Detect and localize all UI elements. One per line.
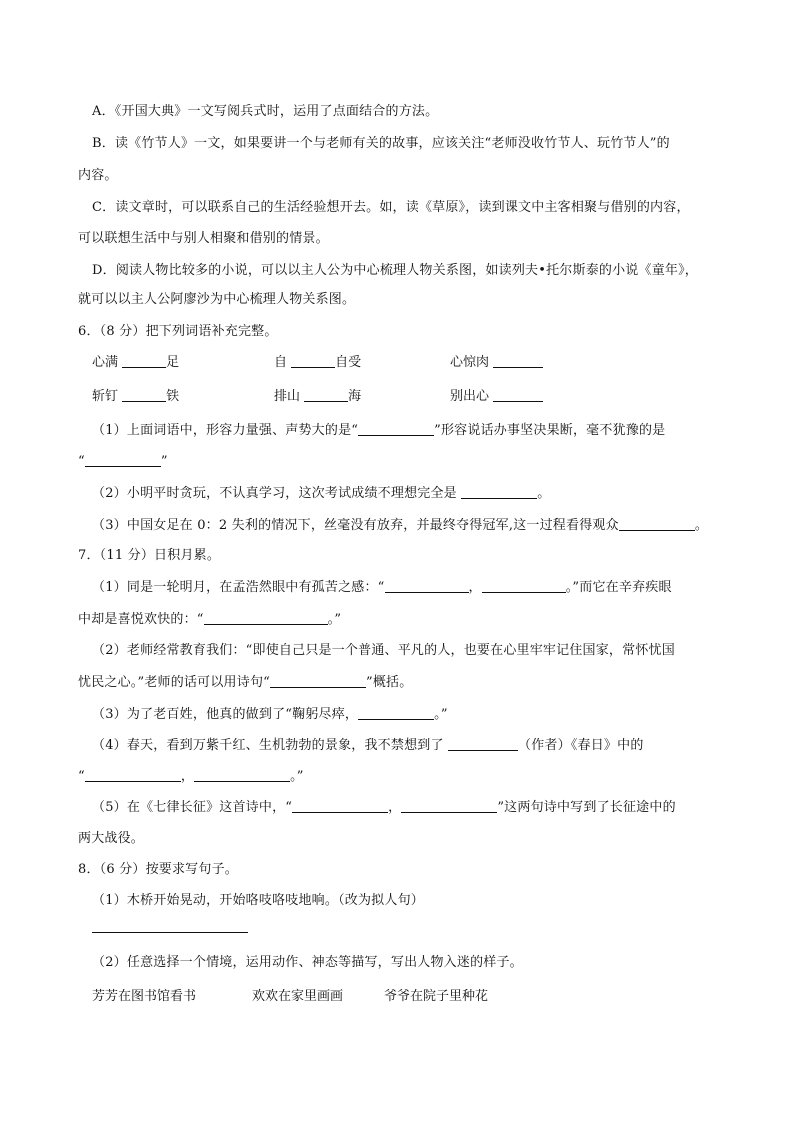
q7-sub4-blank-2[interactable] <box>194 767 290 782</box>
q7-sub4-line1: （4）春天，看到万紫千红、生机勃勃的景象，我不禁想到了 （作者）《春日》中的 <box>92 738 644 753</box>
q7-sub4-blank-1[interactable] <box>85 767 181 782</box>
q5-option-d-line1: D．阅读人物比较多的小说，可以以主人公为中心梳理人物关系图，如读列夫•托尔斯泰的小说《童年》， <box>92 263 698 278</box>
q7-sub5-line1: （5）在《七律长征》这首诗中，“ ， ”这两句诗中写到了长征途中的 <box>92 800 676 815</box>
q6-sub1-blank-1[interactable] <box>358 421 434 436</box>
q8-sub1: （1）木桥开始晃动，开始咯吱咯吱地响。（改为拟人句） <box>92 893 424 908</box>
q6-word-5 <box>274 387 361 407</box>
q5-option-c-line2: 可以联想生活中与别人相聚和借别的情景。 <box>78 231 329 246</box>
q6-sub3: （3）中国女足在 0：2 失利的情况下，丝毫没有放弃，并最终夺得冠军,这一过程看得观众 。 <box>92 518 709 533</box>
q5-option-b-line2: 内容。 <box>78 168 118 183</box>
q6-word-5-blank[interactable] <box>304 387 348 402</box>
q6-sub2-blank[interactable] <box>461 484 537 499</box>
q8-sub1-answer-line[interactable] <box>92 918 248 933</box>
q6-word-5-suffix: 海 <box>348 389 362 404</box>
q6-word-6-blank[interactable] <box>493 387 543 402</box>
q7-sub3-blank[interactable] <box>358 705 434 720</box>
q6-word-5-prefix: 排山 <box>274 389 305 404</box>
q7-sub5-blank-1[interactable] <box>292 798 388 813</box>
q7-sub2-line2: 忧民之心。”老师的话可以用诗句“ ”概括。 <box>78 675 413 690</box>
q6-word-4-prefix: 斩钉 <box>92 389 123 404</box>
q7-sub1-line2: 中却是喜悦欢快的：“ 。” <box>78 612 342 627</box>
q8-option-2: 欢欢在家里画画 <box>252 989 344 1004</box>
q6-sub1-blank-2[interactable] <box>85 452 161 467</box>
q7-heading: 7．（11 分）日积月累。 <box>78 548 221 563</box>
q6-sub1-line2: “ ” <box>78 454 168 469</box>
q6-word-1-suffix: 足 <box>166 355 180 370</box>
q6-sub1-line1: （1）上面词语中，形容力量强、声势大的是“ ”形容说话办事坚决果断，毫不犹豫的是 <box>92 423 666 438</box>
q6-word-1 <box>92 353 179 373</box>
q5-option-d-line2: 就可以以主人公阿廖沙为中心梳理人物关系图。 <box>78 292 356 307</box>
q7-sub3: （3）为了老百姓，他真的做到了“鞠躬尽瘁， 。” <box>92 707 448 722</box>
q8-sub2: （2）任意选择一个情境，运用动作、神态等描写，写出人物入迷的样子。 <box>92 955 523 970</box>
q6-word-2-prefix: 自 <box>274 355 292 370</box>
q6-sub2: （2）小明平时贪玩，不认真学习，这次考试成绩不理想完全是 。 <box>92 486 551 501</box>
q7-sub4-blank-author[interactable] <box>448 736 518 751</box>
q7-sub1-line1: （1）同是一轮明月，在孟浩然眼中有孤苦之感：“ ， 。”而它在辛弃疾眼 <box>92 580 672 595</box>
q5-option-c-line1: C．读文章时，可以联系自己的生活经验想开去。如，读《草原》，读到课文中主客相聚与借别的内容， <box>92 200 690 215</box>
q6-word-2-suffix: 自受 <box>335 355 362 370</box>
q5-option-a: A．《开国大典》一文写阅兵式时，运用了点面结合的方法。 <box>92 104 439 119</box>
q7-sub1-blank-1[interactable] <box>385 578 469 593</box>
q6-word-1-blank[interactable] <box>122 353 166 368</box>
q6-word-6 <box>450 387 543 407</box>
q6-sub3-blank[interactable] <box>619 516 695 531</box>
q7-sub1-blank-3[interactable] <box>204 610 328 625</box>
q7-sub5-blank-2[interactable] <box>401 798 497 813</box>
q5-option-b-line1: B．读《竹节人》一文，如果要讲一个与老师有关的故事，应该关注“老师没收竹节人、玩竹节人”的 <box>92 136 670 151</box>
q6-word-4-blank[interactable] <box>122 387 166 402</box>
q8-heading: 8．（6 分）按要求写句子。 <box>78 862 238 877</box>
q6-word-2-blank[interactable] <box>291 353 335 368</box>
q6-heading: 6．（8 分）把下列词语补充完整。 <box>78 324 278 339</box>
q6-word-4-suffix: 铁 <box>166 389 180 404</box>
q7-sub2-blank[interactable] <box>270 673 366 688</box>
q6-word-4 <box>92 387 179 407</box>
q7-sub4-line2: “ ， 。” <box>78 769 304 784</box>
q7-sub5-line2: 两大战役。 <box>78 831 145 846</box>
q6-word-6-prefix: 别出心 <box>450 389 494 404</box>
q6-word-3 <box>450 353 543 373</box>
q7-sub1-blank-2[interactable] <box>482 578 566 593</box>
q8-option-3: 爷爷在院子里种花 <box>384 989 489 1004</box>
q8-option-1: 芳芳在图书馆看书 <box>92 989 197 1004</box>
q6-word-3-blank[interactable] <box>493 353 543 368</box>
q6-word-1-prefix: 心满 <box>92 355 123 370</box>
q6-word-3-prefix: 心惊肉 <box>450 355 494 370</box>
q7-sub2-line1: （2）老师经常教育我们：“即使自己只是一个普通、平凡的人，也要在心里牢牢记住国家，常怀忧国 <box>92 643 675 658</box>
q6-word-2 <box>274 353 361 373</box>
